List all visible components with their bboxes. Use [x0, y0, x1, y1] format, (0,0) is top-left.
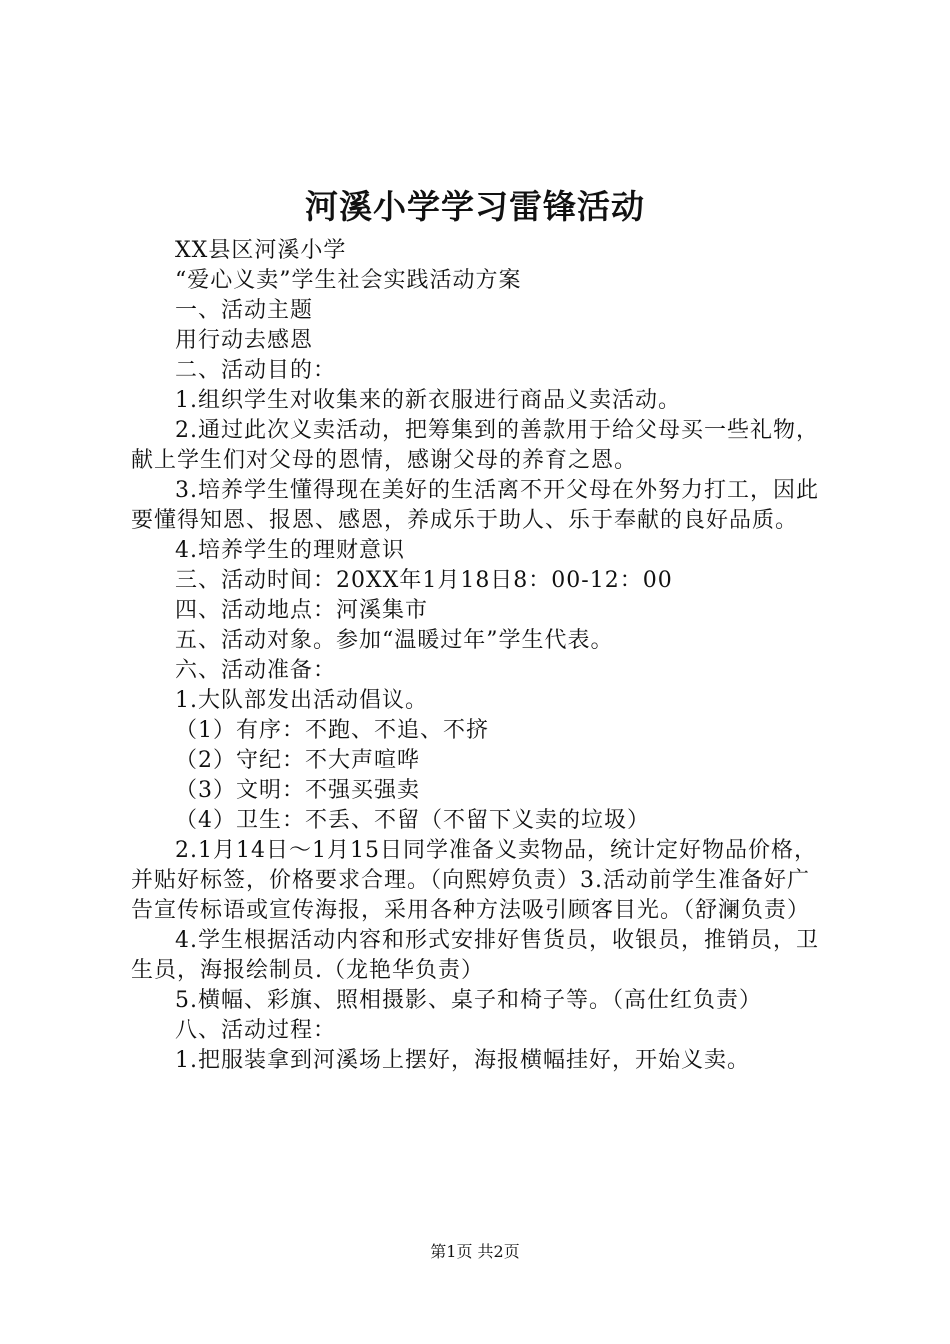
document-title: 河溪小学学习雷锋活动 [305, 187, 645, 226]
paragraph: “爱心义卖”学生社会实践活动方案 [175, 268, 522, 293]
paragraph: （2）守纪：不大声喧哗 [175, 748, 420, 773]
paragraph: 4.培养学生的理财意识 [175, 538, 405, 563]
paragraph: （3）文明：不强买强卖 [175, 778, 420, 803]
paragraph: 1.组织学生对收集来的新衣服进行商品义卖活动。 [175, 388, 681, 413]
paragraph: 1.把服装拿到河溪场上摆好，海报横幅挂好，开始义卖。 [175, 1048, 750, 1073]
paragraph: 五、活动对象。参加“温暖过年”学生代表。 [175, 628, 614, 653]
paragraph: 四、活动地点：河溪集市 [175, 598, 429, 623]
page-footer: 第1页 共2页 [430, 1242, 520, 1261]
paragraph: 一、活动主题 [175, 298, 314, 323]
paragraph: 六、活动准备： [175, 658, 337, 683]
paragraph: （4）卫生：不丢、不留（不留下义卖的垃圾） [175, 808, 650, 833]
paragraph: 用行动去感恩 [175, 328, 314, 353]
paragraph: （1）有序：不跑、不追、不挤 [175, 718, 489, 743]
paragraph: 3.培养学生懂得现在美好的生活离不开父母在外努力打工，因此要懂得知恩、报恩、感恩，养成乐于助人、乐于奉献的良好品质。 [131, 478, 819, 533]
paragraph: 5.横幅、彩旗、照相摄影、桌子和椅子等。（高仕红负责） [175, 988, 762, 1013]
paragraph: 二、活动目的： [175, 358, 337, 383]
paragraph: 八、活动过程： [175, 1018, 337, 1043]
paragraph: 4.学生根据活动内容和形式安排好售货员，收银员，推销员，卫生员，海报绘制员.（龙艳华负责） [131, 928, 819, 983]
paragraph: 2.通过此次义卖活动，把筹集到的善款用于给父母买一些礼物，献上学生们对父母的恩情，感谢父母的养育之恩。 [131, 418, 819, 473]
paragraph: 2.1月14日～1月15日同学准备义卖物品，统计定好物品价格，并贴好标签，价格要求合理。（向熙婷负责）3.活动前学生准备好广告宣传标语或宣传海报，采用各种方法吸引顾客目光。（舒澜负责） [131, 838, 817, 923]
document-body [131, 236, 831, 1076]
paragraph: 三、活动时间：20XX年1月18日8：00-12：00 [175, 568, 673, 593]
paragraph: XX县区河溪小学 [175, 238, 347, 263]
paragraph: 1.大队部发出活动倡议。 [175, 688, 428, 713]
